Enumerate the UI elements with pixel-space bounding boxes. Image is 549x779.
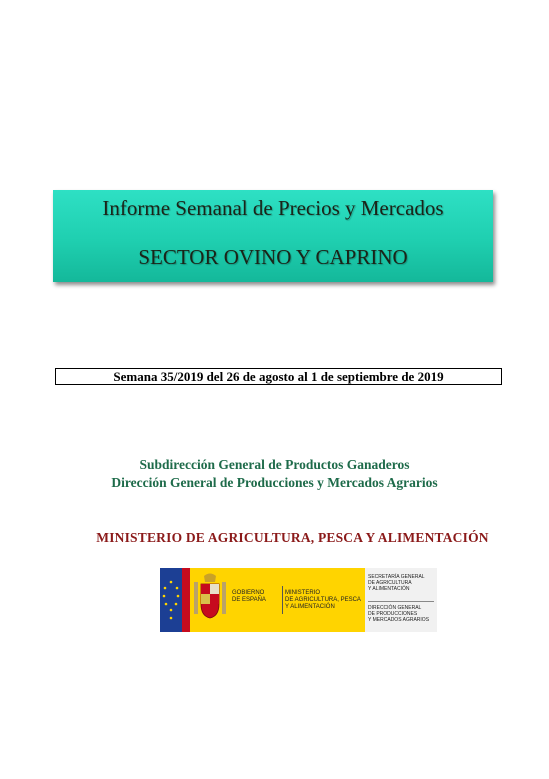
direction-name: Dirección General de Producciones y Mercados Agrarios (111, 475, 438, 490)
directorate-label: DIRECCIÓN GENERAL DE PRODUCCIONES Y MERCADOS AGRARIOS (368, 605, 430, 623)
secretariat-panel (365, 568, 437, 632)
week-range: Semana 35/2019 del 26 de agosto al 1 de septiembre de 2019 (55, 368, 502, 385)
report-title: Informe Semanal de Precios y Mercados (102, 196, 444, 220)
secretariat-label: SECRETARÍA GENERAL DE AGRICULTURA Y ALIMENTACIÓN (368, 574, 425, 592)
sector-title: SECTOR OVINO Y CAPRINO (138, 245, 408, 269)
red-stripe (182, 568, 190, 632)
gobierno-label: GOBIERNO DE ESPAÑA (232, 590, 266, 603)
coat-of-arms-icon (190, 572, 230, 628)
eu-stars-icon (160, 568, 182, 632)
ministry-name: MINISTERIO DE AGRICULTURA, PESCA Y ALIMENTACIÓN (96, 530, 489, 545)
report-title-box (53, 190, 493, 282)
subdirection-name: Subdirección General de Productos Ganaderos (139, 457, 410, 472)
government-logo (160, 568, 437, 632)
ministry-logo-label: MINISTERIO DE AGRICULTURA, PESCA Y ALIMENTACIÓN (285, 590, 361, 610)
secretariat-divider (368, 601, 434, 602)
logo-divider (282, 586, 283, 614)
